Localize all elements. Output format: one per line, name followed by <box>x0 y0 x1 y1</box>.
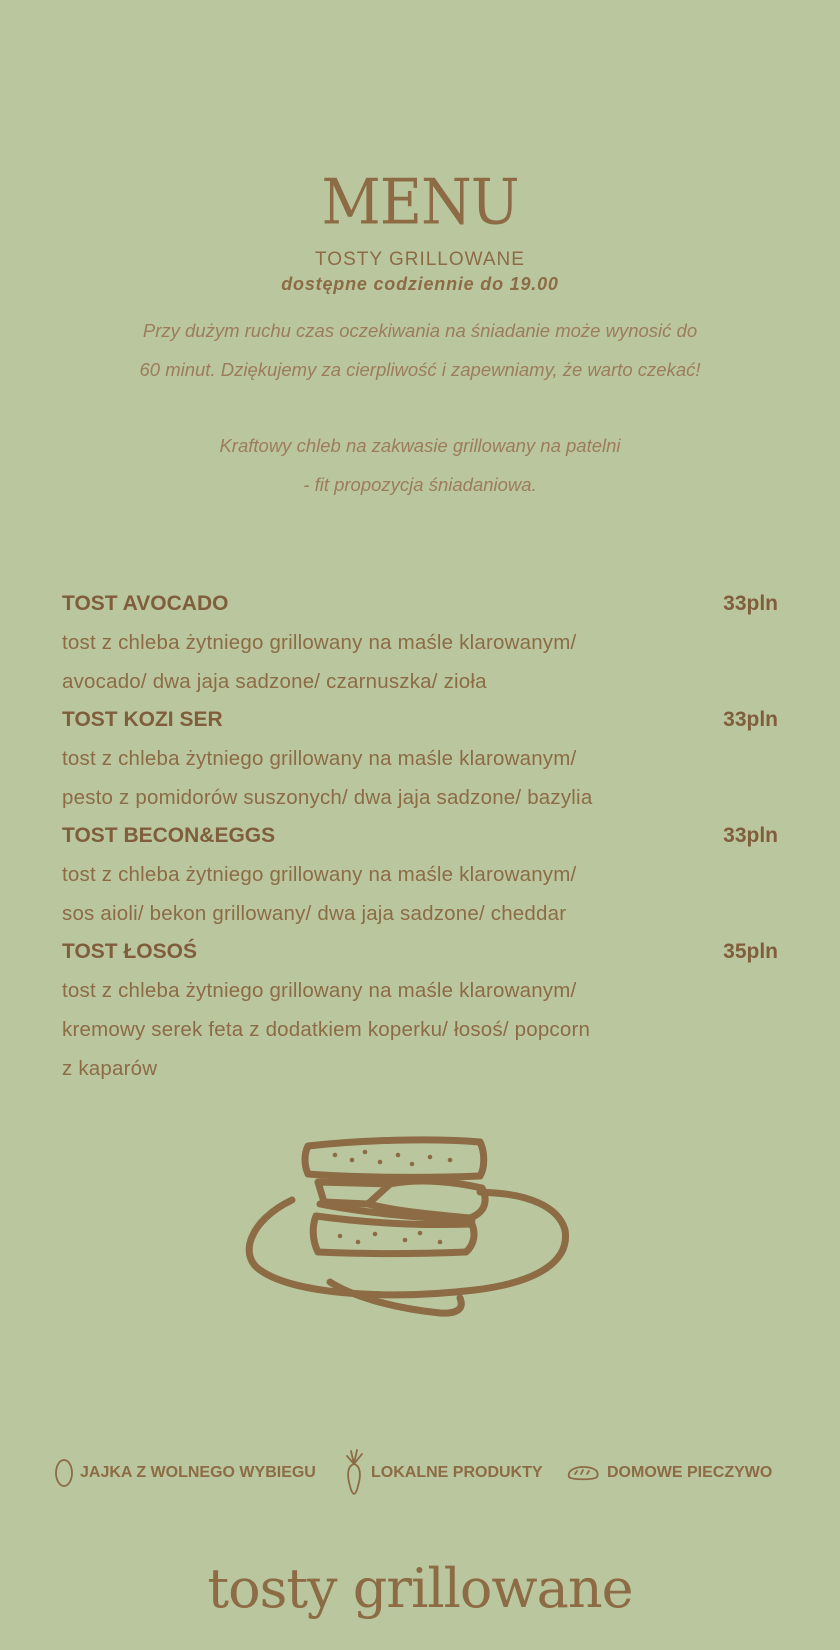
item-name: TOST AVOCADO <box>62 592 229 615</box>
footer-title: tosty grillowane <box>207 1557 633 1620</box>
item-price: 33pln <box>723 592 778 615</box>
sandwich-plate-icon <box>240 1130 570 1335</box>
item-description-line: tost z chleba żytniego grillowany na maśle klarowanym/ <box>62 979 577 1002</box>
item-description-line: tost z chleba żytniego grillowany na maśle klarowanym/ <box>62 747 577 770</box>
item-description-line: kremowy serek feta z dodatkiem koperku/ łosoś/ popcorn <box>62 1018 591 1041</box>
item-description-line: z kaparów <box>62 1057 158 1080</box>
item-price: 33pln <box>723 708 778 731</box>
carrot-icon <box>343 1448 365 1496</box>
menu-title: MENU <box>321 165 519 239</box>
wait-note-line-1: Przy dużym ruchu czas oczekiwania na śniadanie może wynosić do <box>142 320 698 341</box>
item-price: 35pln <box>723 940 778 963</box>
item-description-line: avocado/ dwa jaja sadzone/ czarnuszka/ zioła <box>62 670 487 693</box>
item-name: TOST ŁOSOŚ <box>62 940 197 963</box>
badge-homemade-bread: DOMOWE PIECZYWO <box>607 1464 773 1481</box>
bread-note-line-1: Kraftowy chleb na zakwasie grillowany na patelni <box>219 435 621 456</box>
wait-note-line-2: 60 minut. Dziękujemy za cierpliwość i zapewniamy, że warto czekać! <box>139 359 701 380</box>
item-description-line: pesto z pomidorów suszonych/ dwa jaja sadzone/ bazylia <box>62 786 593 809</box>
egg-icon <box>54 1458 74 1488</box>
badge-free-range-eggs: JAJKA Z WOLNEGO WYBIEGU <box>80 1464 316 1481</box>
item-price: 33pln <box>723 824 778 847</box>
item-description-line: tost z chleba żytniego grillowany na maśle klarowanym/ <box>62 631 577 654</box>
item-name: TOST KOZI SER <box>62 708 223 731</box>
availability-note: dostępne codziennie do 19.00 <box>281 274 559 294</box>
menu-category: TOSTY GRILLOWANE <box>315 249 525 270</box>
item-description-line: tost z chleba żytniego grillowany na maśle klarowanym/ <box>62 863 577 886</box>
bread-note-line-2: - fit propozycja śniadaniowa. <box>303 474 537 495</box>
bread-icon <box>566 1465 600 1483</box>
item-description-line: sos aioli/ bekon grillowany/ dwa jaja sadzone/ cheddar <box>62 902 567 925</box>
badge-local-products: LOKALNE PRODUKTY <box>371 1464 543 1481</box>
item-name: TOST BECON&EGGS <box>62 824 276 847</box>
